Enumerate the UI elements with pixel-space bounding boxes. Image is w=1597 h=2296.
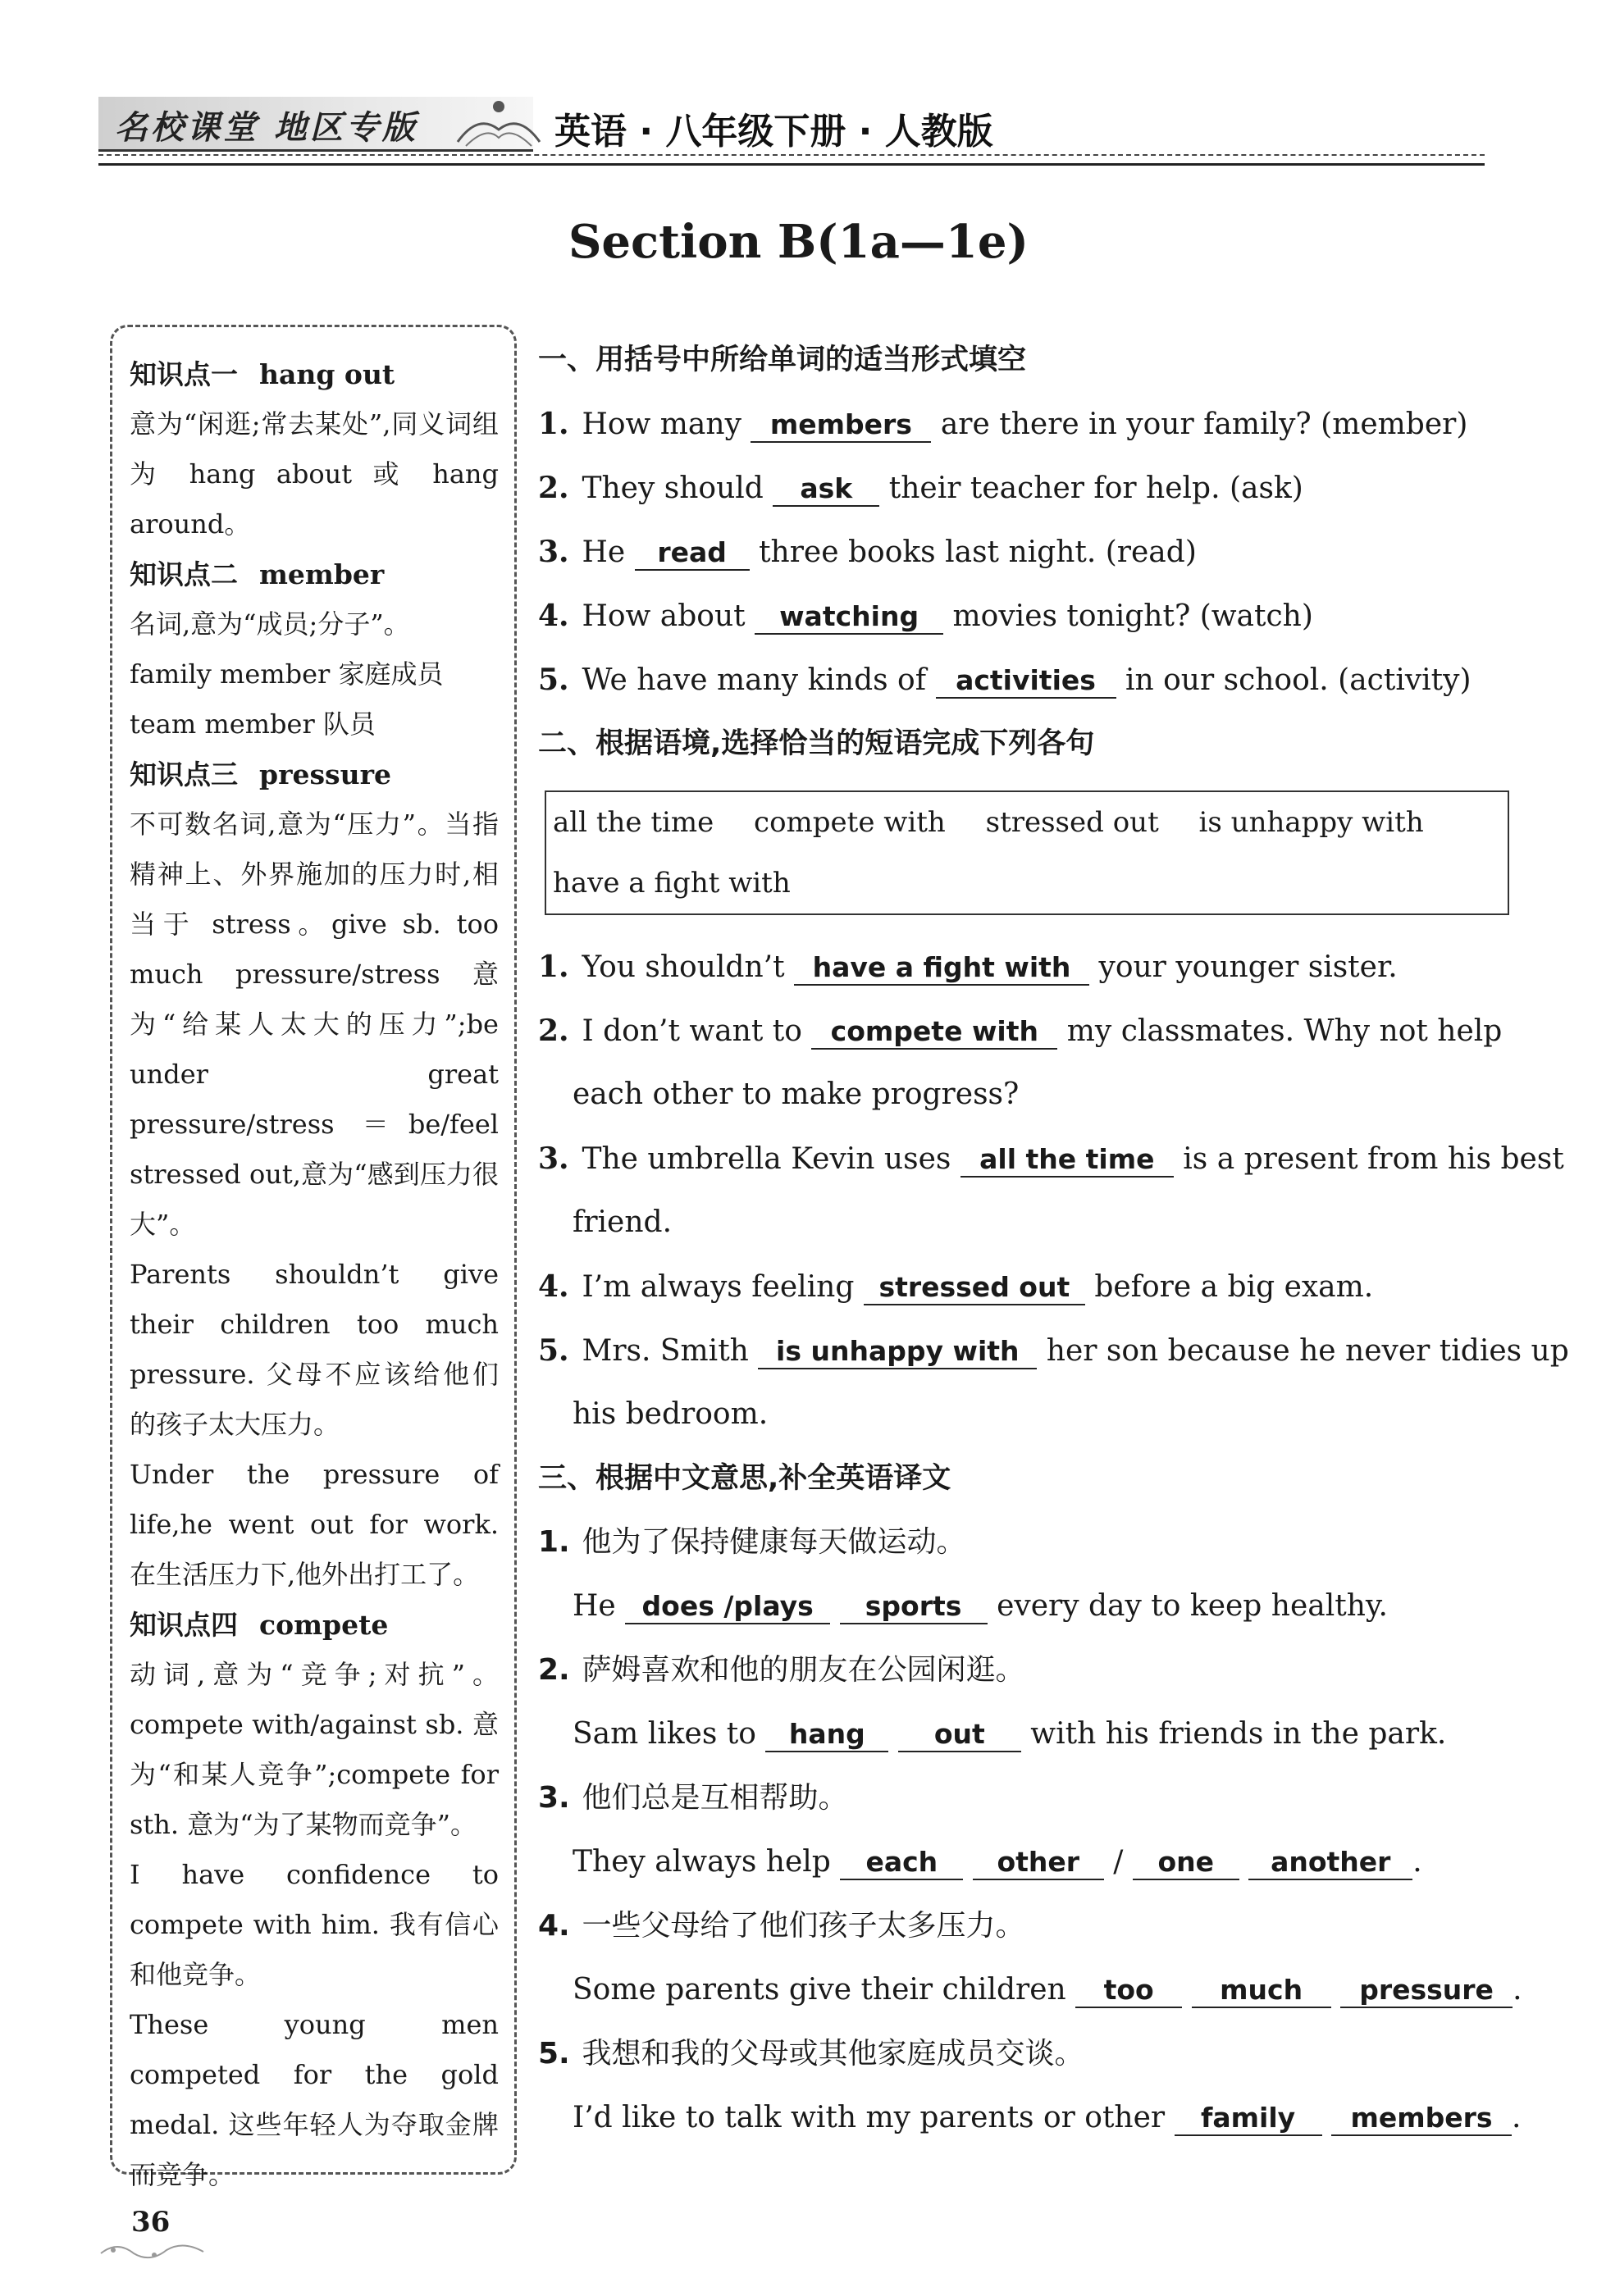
s3-item-5-en <box>538 2086 1522 2150</box>
phrase-option: stressed out <box>985 806 1159 839</box>
kp3-heading <box>130 749 499 800</box>
s3-item-4-cn <box>538 1894 1514 1958</box>
s2-item-4 <box>538 1255 1514 1319</box>
answer-blank[interactable]: one <box>1133 1846 1239 1880</box>
kp2-text: 名词,意为“成员;分子”。 <box>130 608 410 640</box>
kp2-word: member <box>259 558 385 590</box>
answer-blank[interactable]: stressed out <box>864 1271 1085 1305</box>
s3-item-5-cn <box>538 2022 1514 2086</box>
item-text-before: He <box>582 535 626 569</box>
kp2-label: 知识点二 <box>130 558 238 590</box>
item-text-after: her son because he never tidies up <box>1046 1334 1569 1368</box>
s2-item-3 <box>538 1127 1564 1191</box>
item-number: 1. <box>538 1525 570 1559</box>
item-chinese: 他为了保持健康每天做运动。 <box>582 1525 966 1559</box>
item-text-after: movies tonight? (watch) <box>952 599 1313 633</box>
answer-blank[interactable]: other <box>973 1846 1104 1880</box>
kp3-example-2: Under the pressure of life,he went out for work. 在生活压力下,他外出打工了。 <box>130 1459 499 1590</box>
answer-blank[interactable]: members <box>751 408 931 443</box>
s2-item-5-cont: his bedroom. <box>573 1397 769 1431</box>
answer-blank[interactable]: another <box>1248 1846 1412 1880</box>
s2-item-5 <box>538 1319 1569 1383</box>
kp1-heading <box>130 349 499 399</box>
item-text-before: He <box>573 1589 616 1623</box>
item-text-after: their teacher for help. (ask) <box>888 472 1303 505</box>
answer-blank[interactable]: does /plays <box>625 1590 830 1624</box>
item-number: 3. <box>538 535 569 569</box>
s3-item-3-cn <box>538 1766 1514 1830</box>
flourish-icon <box>449 97 548 154</box>
item-number: 1. <box>538 950 569 984</box>
item-text-after: every day to keep healthy. <box>997 1589 1388 1623</box>
kp4-heading <box>130 1600 499 1650</box>
answer-blank[interactable]: too <box>1075 1974 1182 2008</box>
kp1-text: 意为“闲逛;常去某处”,同义词组为 hang about 或 hang around。 <box>130 408 499 540</box>
kp2-example-2: team member 队员 <box>130 708 376 740</box>
s1-item-4 <box>538 584 1514 648</box>
item-text-after: three books last night. (read) <box>759 535 1197 569</box>
item-text-after: with his friends in the park. <box>1030 1717 1447 1751</box>
item-text-after: in our school. (activity) <box>1125 663 1472 697</box>
s1-item-3 <box>538 520 1514 584</box>
item-text-before: You shouldn’t <box>582 950 785 984</box>
item-chinese: 我想和我的父母或其他家庭成员交谈。 <box>582 2037 1084 2070</box>
header-solid-rule <box>98 163 1485 166</box>
answer-blank[interactable]: much <box>1192 1974 1331 2008</box>
s1-item-2 <box>538 456 1514 520</box>
section1-heading: 一、用括号中所给单词的适当形式填空 <box>538 344 1027 376</box>
answer-blank[interactable]: family <box>1175 2102 1322 2136</box>
item-chinese: 他们总是互相帮助。 <box>582 1781 848 1815</box>
item-text-before: I’m always feeling <box>582 1270 855 1304</box>
kp2-example-1: family member 家庭成员 <box>130 658 444 690</box>
answer-blank[interactable]: watching <box>755 600 943 635</box>
kp4-example-1: I have confidence to compete with him. 我有信心和他竞争。 <box>130 1859 499 1990</box>
kp2-heading <box>130 549 499 599</box>
answer-blank[interactable]: each <box>840 1846 963 1880</box>
answer-blank[interactable]: all the time <box>960 1143 1174 1178</box>
item-text-before: We have many kinds of <box>582 663 927 697</box>
s3-item-1-en <box>538 1574 1514 1638</box>
kp1-word: hang out <box>259 358 395 390</box>
item-text-before: Some parents give their children <box>573 1973 1066 2007</box>
header-dashed-rule <box>98 154 1485 156</box>
s1-item-5 <box>538 648 1514 712</box>
answer-separator: / <box>1113 1845 1124 1879</box>
answer-blank[interactable]: compete with <box>811 1015 1057 1050</box>
kp4-label: 知识点四 <box>130 1609 238 1641</box>
item-number: 2. <box>538 1014 569 1048</box>
item-text-before: Sam likes to <box>573 1717 756 1751</box>
answer-blank[interactable]: out <box>898 1718 1021 1752</box>
kp3-label: 知识点三 <box>130 758 238 790</box>
item-text-before: They always help <box>573 1845 831 1879</box>
item-text-after: is a present from his best <box>1183 1142 1564 1176</box>
s1-item-1 <box>538 392 1514 456</box>
item-number: 1. <box>538 407 569 441</box>
answer-blank[interactable]: hang <box>765 1718 888 1752</box>
item-text-after: your younger sister. <box>1098 950 1398 984</box>
exercise-area <box>538 328 1569 2150</box>
item-text-after: . <box>1512 2101 1522 2134</box>
item-number: 5. <box>538 663 569 697</box>
item-chinese: 萨姆喜欢和他的朋友在公园闲逛。 <box>582 1653 1025 1687</box>
footer-flourish-icon <box>97 2239 212 2263</box>
item-text-before: I don’t want to <box>582 1014 802 1048</box>
s3-item-3-en <box>538 1830 1514 1894</box>
item-number: 3. <box>538 1781 570 1815</box>
answer-blank[interactable]: pressure <box>1340 1974 1513 2008</box>
phrase-option: is unhappy with <box>1198 806 1424 839</box>
item-chinese: 一些父母给了他们孩子太多压力。 <box>582 1909 1025 1943</box>
s2-item-3-cont: friend. <box>573 1205 673 1239</box>
answer-blank[interactable]: activities <box>936 664 1116 699</box>
kp3-word: pressure <box>259 758 391 790</box>
kp3-example-1: Parents shouldn’t give their children too much pressure. 父母不应该给他们的孩子太大压力。 <box>130 1259 499 1440</box>
page-number: 36 <box>131 2206 171 2239</box>
item-number: 3. <box>538 1141 569 1176</box>
answer-blank[interactable]: is unhappy with <box>758 1335 1037 1369</box>
s2-item-2-cont: each other to make progress? <box>573 1077 1020 1111</box>
s3-item-4-en <box>538 1958 1522 2022</box>
item-number: 4. <box>538 599 569 633</box>
header-brand: 名校课堂 地区专版 <box>115 108 418 147</box>
answer-blank[interactable]: sports <box>840 1590 988 1624</box>
kp4-example-2: These young men competed for the gold medal. 这些年轻人为夺取金牌而竞争。 <box>130 2009 499 2190</box>
s2-item-2 <box>538 999 1514 1063</box>
item-text-before: I’d like to talk with my parents or other <box>573 2101 1166 2134</box>
answer-blank[interactable]: ask <box>773 472 879 507</box>
item-number: 4. <box>538 1269 569 1304</box>
answer-blank[interactable]: read <box>635 536 750 571</box>
item-text-after: my classmates. Why not help <box>1066 1014 1503 1048</box>
section3-heading: 三、根据中文意思,补全英语译文 <box>538 1462 951 1495</box>
phrase-option: all the time <box>553 806 714 839</box>
item-text-before: They should <box>582 472 764 505</box>
knowledge-content <box>130 349 499 2200</box>
section-title: Section B(1a—1e) <box>568 215 1029 269</box>
phrase-box <box>545 790 1509 915</box>
kp3-text: 不可数名词,意为“压力”。当指精神上、外界施加的压力时,相当于 stress。give sb. too much pressure/stress 意为“给某人太大的压力”;be under great pressure/stress ＝be/feel stressed out,意为“感到压力很大”。 <box>130 809 499 1240</box>
section2-heading: 二、根据语境,选择恰当的短语完成下列各句 <box>538 727 1095 760</box>
item-number: 2. <box>538 471 569 505</box>
item-number: 4. <box>538 1909 570 1943</box>
answer-blank[interactable]: members <box>1331 2102 1512 2136</box>
answer-blank[interactable]: have a fight with <box>794 951 1089 986</box>
item-number: 2. <box>538 1653 570 1687</box>
kp4-word: compete <box>259 1609 389 1641</box>
item-text-after: . <box>1412 1845 1422 1879</box>
item-text-before: The umbrella Kevin uses <box>582 1142 951 1176</box>
header-book-title: 英语 · 八年级下册 · 人教版 <box>554 111 993 153</box>
kp4-text: 动词,意为“竞争;对抗”。compete with/against sb. 意为“和某人竞争”;compete for sth. 意为“为了某物而竞争”。 <box>130 1659 499 1840</box>
s3-item-1-cn <box>538 1510 1514 1574</box>
s2-item-1 <box>538 935 1514 999</box>
s3-item-2-cn <box>538 1638 1514 1702</box>
s3-item-2-en <box>538 1702 1514 1766</box>
item-number: 5. <box>538 2037 570 2070</box>
phrase-option: have a fight with <box>553 867 791 900</box>
item-text-before: Mrs. Smith <box>582 1334 749 1368</box>
item-text-before: How about <box>582 599 746 633</box>
item-text-after: . <box>1513 1973 1522 2007</box>
item-text-after: before a big exam. <box>1094 1270 1374 1304</box>
phrase-option: compete with <box>754 806 946 839</box>
kp1-label: 知识点一 <box>130 358 238 390</box>
item-text-before: How many <box>582 408 741 441</box>
item-text-after: are there in your family? (member) <box>940 408 1468 441</box>
item-number: 5. <box>538 1333 569 1368</box>
